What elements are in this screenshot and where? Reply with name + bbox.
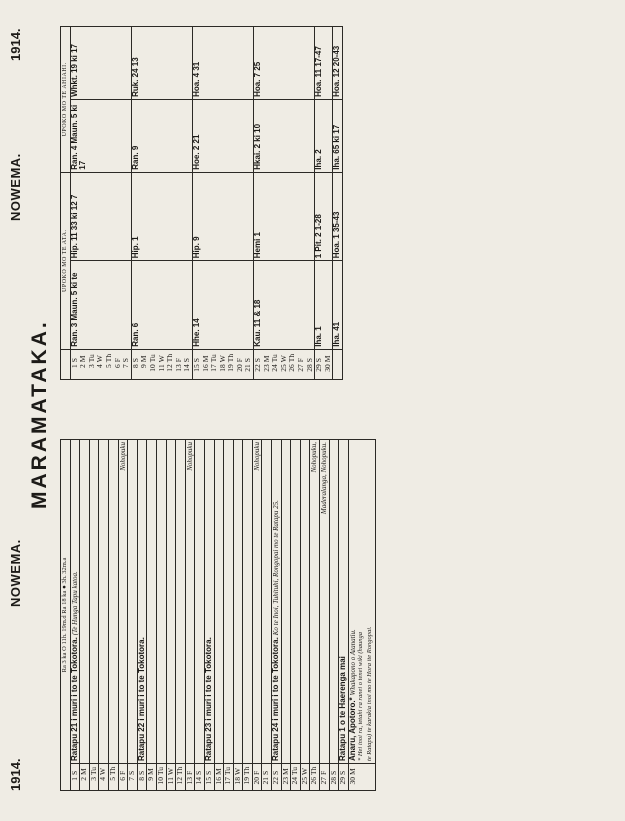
weekday: M xyxy=(200,355,210,363)
day-number: 7 xyxy=(121,364,131,369)
day-number: 28 xyxy=(304,364,314,372)
day-number: 13 xyxy=(173,364,183,372)
day-number: 2 xyxy=(80,776,90,790)
lesson-reference: 1 Pit. 2 1-28 xyxy=(314,214,324,259)
day-number: 14 xyxy=(195,776,205,790)
morning-lesson-1 xyxy=(315,261,333,350)
day-number: 5 xyxy=(108,776,118,790)
right-month: NOWEMA. xyxy=(8,153,23,221)
day-entry xyxy=(243,440,253,764)
day-number: 22 xyxy=(253,364,263,372)
weekday: Th xyxy=(103,353,113,363)
day-number: 15 xyxy=(191,364,201,372)
left-row-day-19 xyxy=(243,440,253,791)
day-number: 1 xyxy=(69,364,79,369)
weekday: Th xyxy=(226,353,236,363)
day-number: 11 xyxy=(156,364,166,372)
day-number: 3 xyxy=(86,364,96,369)
weekday: W xyxy=(300,764,310,776)
day-entry xyxy=(320,440,330,764)
left-year: 1914. xyxy=(8,758,23,791)
weekday: S xyxy=(314,358,324,363)
weekday: W xyxy=(156,355,166,363)
left-row-day-23 xyxy=(281,440,291,791)
weekday: W xyxy=(166,764,176,776)
weekday: S xyxy=(272,764,282,776)
weekday: F xyxy=(296,358,306,363)
lesson-reference: Hip. 1 xyxy=(130,236,140,259)
day-entry xyxy=(272,440,282,764)
evening-lesson-1 xyxy=(70,99,131,172)
left-row-day-13 xyxy=(185,440,195,791)
lesson-reference: Hhe. 14 xyxy=(191,318,201,347)
entry-note: Ko te Inoi, Tuhituhi, Rongopai mo te Ratapu 25. xyxy=(272,500,281,636)
day-number: 4 xyxy=(99,776,109,790)
day-number: 19 xyxy=(226,364,236,372)
morning-lesson-2 xyxy=(131,172,192,261)
day-number: 23 xyxy=(261,364,271,372)
lesson-reference: Iha. 65 ki 17 xyxy=(332,124,342,170)
week-weekdays xyxy=(192,349,253,363)
weekday: F xyxy=(234,358,244,363)
weekday: F xyxy=(320,764,330,776)
weekday: M xyxy=(322,355,332,363)
left-row-day-24 xyxy=(291,440,301,791)
weekday: W xyxy=(217,355,227,363)
right-lessons-table xyxy=(60,26,343,380)
day-number: 12 xyxy=(165,364,175,372)
weekday: W xyxy=(99,764,109,776)
day-number: 17 xyxy=(209,364,219,372)
left-row-day-2 xyxy=(80,440,90,791)
day-entry xyxy=(89,440,99,764)
sunday-title: Ratapu 23 i muri i to te Tokotora. xyxy=(203,637,213,762)
evening-lesson-2 xyxy=(315,27,333,100)
day-entry xyxy=(291,440,301,764)
weekday: S xyxy=(243,358,253,363)
day-number: 7 xyxy=(128,776,138,790)
left-row-day-1 xyxy=(70,440,80,791)
weekday: S xyxy=(69,358,79,363)
lesson-reference: Iha. 1 xyxy=(314,326,324,347)
week-days xyxy=(131,363,192,379)
weekday: S xyxy=(130,358,140,363)
day-number: 18 xyxy=(233,776,243,790)
week-days xyxy=(192,363,253,379)
weekday: S xyxy=(137,764,147,776)
weekday: Th xyxy=(165,353,175,363)
weekday: Tu xyxy=(291,764,301,776)
weekday: Th xyxy=(176,764,186,776)
weekday: M xyxy=(147,764,157,776)
lessons-week-row xyxy=(192,27,253,380)
evening-lesson-1 xyxy=(333,99,343,172)
day-number: 8 xyxy=(130,364,140,369)
lesson-reference: Whkt. 19 ki 17 xyxy=(69,43,79,97)
weekday: M xyxy=(281,764,291,776)
morning-lesson-1 xyxy=(192,261,253,350)
weekday: Tu xyxy=(270,354,280,363)
right-year: 1914. xyxy=(8,28,23,61)
lesson-reference: Hoa. 1 35-43 xyxy=(332,211,342,259)
fast-day-note: Nohopuku xyxy=(252,442,261,471)
left-row-day-17 xyxy=(224,440,234,791)
day-entry xyxy=(300,440,310,764)
weekday: S xyxy=(204,764,214,776)
week-days xyxy=(254,363,315,379)
day-number: 29 xyxy=(314,364,324,372)
weekday: M xyxy=(78,355,88,363)
day-number: 26 xyxy=(310,776,320,790)
day-entry xyxy=(166,440,176,764)
lesson-reference: Ruk. 24 13 xyxy=(130,57,140,97)
week-weekdays xyxy=(333,349,343,363)
weekday: S xyxy=(304,358,314,363)
left-row-day-8 xyxy=(137,440,147,791)
day-number: 27 xyxy=(320,776,330,790)
weekday: S xyxy=(182,358,192,363)
lesson-reference: Ran. 6 xyxy=(130,322,140,347)
footnote-line-1: * Hei inoi ra, tetahi ra ranei o tenei wiki (haunga xyxy=(357,631,365,762)
left-row-day-30 xyxy=(348,440,375,791)
day-number: 26 xyxy=(287,364,297,372)
weekday: M xyxy=(261,355,271,363)
day-number: 12 xyxy=(176,776,186,790)
left-row-day-27 xyxy=(320,440,330,791)
week-days xyxy=(333,363,343,379)
day-entry xyxy=(99,440,109,764)
lesson-reference: Iha. 41 xyxy=(332,321,342,347)
weekday: M xyxy=(214,764,224,776)
day-number: 16 xyxy=(200,364,210,372)
weekday: Th xyxy=(243,764,253,776)
day-number: 5 xyxy=(103,364,113,369)
week-weekdays xyxy=(315,349,333,363)
sunday-title: Ratapu 22 i muri i to te Tokotora. xyxy=(136,637,146,762)
day-entry xyxy=(156,440,166,764)
left-row-day-11 xyxy=(166,440,176,791)
morning-lesson-2 xyxy=(315,172,333,261)
weekday: W xyxy=(233,764,243,776)
week-weekdays xyxy=(131,349,192,363)
weekday: F xyxy=(252,764,262,776)
day-number: 30 xyxy=(348,776,375,790)
weekday: Tu xyxy=(89,764,99,776)
lesson-reference: Ran. 4 Maun. 5 ki 17 xyxy=(69,104,88,170)
weekday: Th xyxy=(310,764,320,776)
day-entry xyxy=(147,440,157,764)
day-number: 9 xyxy=(147,776,157,790)
evening-header: UPOKO MO TE AHIAHI. xyxy=(61,27,71,173)
week-weekdays xyxy=(70,349,131,363)
lesson-reference: Hoa. 7 25 xyxy=(253,61,263,97)
day-entry xyxy=(137,440,147,764)
morning-lesson-2 xyxy=(70,172,131,261)
sunday-title: Ratapu 21 i muri i to te Tokotora. xyxy=(69,637,79,762)
weekday: F xyxy=(118,764,128,776)
footnote-line-2: te Ratapu) te karakia inoi mo te Hora ite Rongopai. xyxy=(366,626,373,762)
day-number: 3 xyxy=(89,776,99,790)
day-number: 24 xyxy=(270,364,280,372)
lesson-reference: Hoe. 2 21 xyxy=(191,134,201,170)
left-row-day-18 xyxy=(233,440,243,791)
day-entry xyxy=(233,440,243,764)
day-number: 11 xyxy=(166,776,176,790)
sunday-title: Anaru, Apotoro.* xyxy=(347,697,357,762)
day-number: 18 xyxy=(217,364,227,372)
day-number: 19 xyxy=(243,776,253,790)
left-month: NOWEMA. xyxy=(8,539,23,607)
lessons-week-row xyxy=(315,27,333,380)
day-number: 27 xyxy=(296,364,306,372)
day-number: 21 xyxy=(262,776,272,790)
day-number: 1 xyxy=(70,776,80,790)
left-row-day-26 xyxy=(310,440,320,791)
day-entry xyxy=(176,440,186,764)
weekday: S xyxy=(253,358,263,363)
day-entry xyxy=(224,440,234,764)
weekday: Th xyxy=(287,353,297,363)
week-days xyxy=(70,363,131,379)
day-number: 28 xyxy=(329,776,339,790)
weekday: Th xyxy=(108,764,118,776)
lesson-reference: Hoa. 11 17-47 xyxy=(314,46,324,97)
weekday: M xyxy=(348,764,375,776)
weekday: Tu xyxy=(209,354,219,363)
day-number: 9 xyxy=(139,364,149,369)
fast-day-note: Nohopuku, xyxy=(310,442,319,473)
day-number: 20 xyxy=(252,776,262,790)
evening-lesson-2 xyxy=(254,27,315,100)
lesson-reference: Hkai. 2 ki 10 xyxy=(253,123,263,170)
day-number: 13 xyxy=(185,776,195,790)
day-entry xyxy=(185,440,195,764)
left-row-day-22 xyxy=(272,440,282,791)
morning-lesson-2 xyxy=(254,172,315,261)
day-number: 29 xyxy=(339,776,349,790)
morning-lesson-1 xyxy=(131,261,192,350)
day-entry xyxy=(70,440,80,764)
evening-lesson-1 xyxy=(315,99,333,172)
day-entry xyxy=(252,440,262,764)
evening-lesson-1 xyxy=(192,99,253,172)
weekday: F xyxy=(112,358,122,363)
day-entry xyxy=(118,440,128,764)
moon-phases: Ra 3 ka O 11h. 19m.d Ra 18 ka ● 3h. 32m.a xyxy=(61,440,71,791)
day-entry xyxy=(310,440,320,764)
week-weekdays xyxy=(254,349,315,363)
day-entry xyxy=(214,440,224,764)
fast-day-note: Maderalanga, Nohopuku. xyxy=(320,442,329,515)
day-number: 24 xyxy=(291,776,301,790)
weekday: S xyxy=(339,764,349,776)
evening-lesson-2 xyxy=(131,27,192,100)
day-number: 20 xyxy=(234,364,244,372)
day-number: 25 xyxy=(300,776,310,790)
left-row-day-4 xyxy=(99,440,109,791)
morning-lesson-2 xyxy=(192,172,253,261)
lessons-week-row xyxy=(333,27,343,380)
entry-note: (Te Hunga Tapu katoa. xyxy=(70,571,79,636)
left-calendar-table xyxy=(60,439,376,791)
day-number: 15 xyxy=(204,776,214,790)
morning-lesson-1 xyxy=(333,261,343,350)
day-number: 21 xyxy=(243,364,253,372)
sunday-title: Ratapu 24 i muri i to te Tokotora. xyxy=(271,637,281,762)
evening-lesson-2 xyxy=(192,27,253,100)
left-row-day-5 xyxy=(108,440,118,791)
left-row-day-9 xyxy=(147,440,157,791)
lessons-week-row xyxy=(131,27,192,380)
left-row-day-6 xyxy=(118,440,128,791)
morning-header: UPOKO MO TE ATA. xyxy=(61,172,71,349)
weekday: S xyxy=(70,764,80,776)
lesson-reference: Kau. 11 & 18 xyxy=(253,299,263,347)
day-number: 17 xyxy=(224,776,234,790)
lessons-week-row xyxy=(254,27,315,380)
weekday: S xyxy=(121,358,131,363)
evening-lesson-2 xyxy=(333,27,343,100)
weekday: M xyxy=(80,764,90,776)
weekday: Tu xyxy=(147,354,157,363)
left-row-day-3 xyxy=(89,440,99,791)
weekday: S xyxy=(191,358,201,363)
evening-lesson-1 xyxy=(254,99,315,172)
day-number: 10 xyxy=(156,776,166,790)
lesson-reference: Ran. 9 xyxy=(130,145,140,170)
day-entry xyxy=(108,440,118,764)
lesson-reference: Hip. 11 33 ki 12 7 xyxy=(69,194,79,259)
day-number: 10 xyxy=(147,364,157,372)
weekday: S xyxy=(195,764,205,776)
weekday: M xyxy=(139,355,149,363)
day-number: 16 xyxy=(214,776,224,790)
week-days xyxy=(315,363,333,379)
weekday: S xyxy=(329,764,339,776)
fast-day-note: Nohopuku xyxy=(185,442,194,471)
day-entry xyxy=(80,440,90,764)
day-entry xyxy=(204,440,214,764)
day-entry xyxy=(281,440,291,764)
day-number: 22 xyxy=(272,776,282,790)
day-number: 6 xyxy=(118,776,128,790)
lesson-reference: Iha. 2 xyxy=(314,149,324,170)
lesson-reference: Hoa. 12 20-43 xyxy=(332,45,342,97)
weekday: W xyxy=(278,355,288,363)
left-row-day-15 xyxy=(204,440,214,791)
lesson-reference: Hoa. 4 31 xyxy=(191,61,201,97)
day-number: 14 xyxy=(182,364,192,372)
lesson-reference: Ran. 3 Maun. 5 ki te xyxy=(69,272,79,347)
day-number: 30 xyxy=(322,364,332,372)
day-number: 6 xyxy=(112,364,122,369)
page-title: MARAMATAKA. xyxy=(28,319,51,509)
lesson-reference: Hip. 9 xyxy=(191,236,201,259)
day-number: 8 xyxy=(137,776,147,790)
fast-day-note: Nohopuku xyxy=(118,442,127,471)
day-number: 25 xyxy=(278,364,288,372)
sunday-title: Ratapu 1 o te Haerenga mai xyxy=(338,656,348,762)
weekday: Tu xyxy=(86,354,96,363)
lessons-week-row xyxy=(70,27,131,380)
day-number: 4 xyxy=(95,364,105,369)
entry-note: Whakapono o Atanatiu. xyxy=(348,629,357,696)
day-entry xyxy=(348,440,375,764)
day-number: 23 xyxy=(281,776,291,790)
morning-lesson-1 xyxy=(70,261,131,350)
left-row-day-20 xyxy=(252,440,262,791)
weekday: F xyxy=(185,764,195,776)
left-row-day-25 xyxy=(300,440,310,791)
evening-lesson-1 xyxy=(131,99,192,172)
weekday: F xyxy=(173,358,183,363)
weekday: Tu xyxy=(224,764,234,776)
weekday: S xyxy=(262,764,272,776)
weekday: S xyxy=(128,764,138,776)
weekday: W xyxy=(95,355,105,363)
left-row-day-10 xyxy=(156,440,166,791)
weekday: Tu xyxy=(156,764,166,776)
left-row-day-16 xyxy=(214,440,224,791)
evening-lesson-2 xyxy=(70,27,131,100)
morning-lesson-1 xyxy=(254,261,315,350)
day-number: 2 xyxy=(78,364,88,369)
left-row-day-12 xyxy=(176,440,186,791)
morning-lesson-2 xyxy=(333,172,343,261)
lesson-reference: Hemi 1 xyxy=(253,232,263,259)
